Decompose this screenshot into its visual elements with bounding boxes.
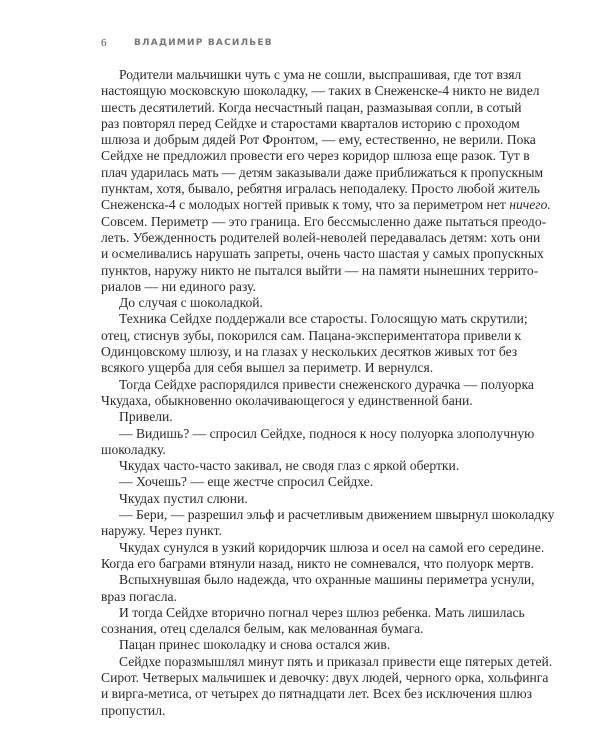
line-text: Пацан принес шоколадку и снова остался жив. [119,637,391,653]
text-line [101,539,545,556]
paragraph [101,507,555,540]
text-line [101,83,540,99]
paragraph [101,295,509,311]
line-text: шоколадку. [101,441,166,457]
paragraph [101,539,545,573]
paragraph [101,572,535,605]
text-line [101,637,509,653]
text-line [101,604,525,621]
paragraph [101,637,509,653]
text-line [101,376,534,393]
line-text: риалов — ни единого разу. [101,278,256,294]
line-text: Чкудах сунулся в узкий коридорчик шлюза и осел на самой его середине. [119,539,545,555]
paragraph [101,653,553,719]
text-line [101,474,509,490]
line-text: Тогда Сейдхе распорядился привести снеженского дурачка — полуорка [119,376,534,392]
text-line [101,148,530,164]
text-line [101,555,534,572]
line-text: и вирга-метиса, от четырех до пятнадцати лет. Всех без исключения шлюз [101,686,533,702]
line-text: — Бери, — разрешил эльф и расчетливым движением швырнул шоколадку [119,507,555,523]
text-line [101,344,518,360]
text-line [101,572,535,588]
text-line [101,115,520,132]
line-text: отец, стиснув зубы, покорился сам. Пацана-экспериментатора привели к [101,327,522,343]
line-text: Техника Сейдхе поддержали все старосты. Голосящую мать скрутили; [119,311,528,327]
line-text: шесть десятилетий. Когда несчастный пацан, размазывая сопли, в сотый [101,99,522,115]
line-text: Чкудаха, обыкновенно околачивающегося у единственной бани. [101,392,473,408]
paragraph [101,376,534,410]
author-name: ВЛАДИМИР ВАСИЛЬЕВ [134,38,273,48]
paragraph [101,491,509,507]
line-text: всякого ущерба для себя вышел за периметр. И вернулся. [101,360,434,376]
text-line [101,229,541,246]
paragraph [101,425,535,459]
text-line [101,589,509,605]
text-line [101,523,509,539]
line-text: — Хочешь? — еще жестче спросил Сейдхе. [119,474,374,490]
line-text: Совсем. Периметр — это граница. Его бессмысленно даже пытаться преодо- [101,213,547,229]
line-text: До случая с шоколадкой. [119,295,263,311]
line-text: Одинцовскому шлюзу, и на глазах у нескольких десятков живых тот без [101,344,518,360]
text-line [101,409,509,425]
text-line [101,132,536,148]
text-line [101,213,547,230]
text-line [101,311,528,327]
line-text: плач ударилась мать — детям заказывали даже приближаться к пропускным [101,164,544,180]
line-text: леть. Убежденность родителей волей-неволей передавалась детям: хоть они [101,229,541,245]
text-line [101,164,544,181]
text-line [101,246,544,262]
text-line [101,653,553,670]
line-text: Сейдхе не предложил провести его через коридор шлюза еще разок. Тут в [101,148,530,164]
text-line [101,279,509,295]
text-line [101,669,549,686]
page-number: 6 [101,37,107,49]
paragraph [101,409,509,425]
line-text: сознания, отец сделался белым, как мелованная бумага. [101,621,424,637]
line-text: пропустил. [101,702,166,718]
line-text: раз повторял перед Сейдхе и старостами кварталов историю с проходом [101,115,520,131]
text-line [101,181,540,197]
line-text: Родители мальчишки чуть с ума не сошли, выспрашивая, где тот взял [119,67,522,82]
paragraph [101,604,525,638]
emphasized-word: ничего. [509,197,551,213]
line-text: враз погасла. [101,588,177,604]
text-line [101,360,509,376]
line-text: Привели. [119,409,173,425]
text-line [101,67,522,83]
text-line [101,262,539,279]
line-text: И тогда Сейдхе вторично погнал через шлюз ребенка. Мать лишилась [119,604,525,620]
line-text: пунктам, хотя, бывало, ребятня игралась неподалеку. Просто любой житель [101,181,540,197]
line-text: шлюза и добрым дядей Рот Фронтом, — ему, естественно, не верили. Пока [101,132,536,148]
line-text: Чкудах пустил слюни. [119,490,248,506]
paragraph [101,458,509,474]
text-line [101,327,522,344]
line-text: — Видишь? — спросил Сейдхе, поднося к носу полуорка злополучную [119,425,535,441]
line-text: настоящую московскую шоколадку, — таких в Снеженске-4 никто не видел [101,83,540,99]
body-text [101,67,555,719]
paragraph [101,474,509,490]
line-text: Снеженска-4 с молодых ногтей привык к тому, что за периметром нет [101,197,506,213]
text-line [101,458,509,474]
text-line [101,703,509,719]
text-line [101,99,522,116]
line-text: пунктов, наружу никто не пытался выйти — на памяти нынешних террито- [101,262,539,278]
text-line [101,393,509,409]
line-text: Чкудах часто-часто закивал, не сводя глаз с яркой обертки. [119,458,460,474]
text-line [101,621,509,637]
line-text: и осмеливались нарушать запреты, очень часто шастая у самых пропускных [101,246,544,262]
line-text: наружу. Через пункт. [101,523,222,539]
text-line [101,197,551,213]
line-text: Сирот. Четверых мальчишек и девочку: двух людей, черного орка, хольфинга [101,669,549,685]
line-text: Сейдхе поразмышлял минут пять и приказал привести еще пятерых детей. [119,653,553,669]
paragraph [101,311,528,376]
line-text: Когда его баграми втянули назад, никто не сомневался, что полуорк мертв. [101,555,534,571]
text-line [101,491,509,507]
text-line [101,686,533,702]
text-line [101,425,535,442]
text-line [101,507,555,523]
text-line [101,295,509,311]
text-line [101,442,509,458]
paragraph [101,67,551,295]
line-text: Вспыхнувшая было надежда, что охранные машины периметра уснули, [119,572,535,588]
